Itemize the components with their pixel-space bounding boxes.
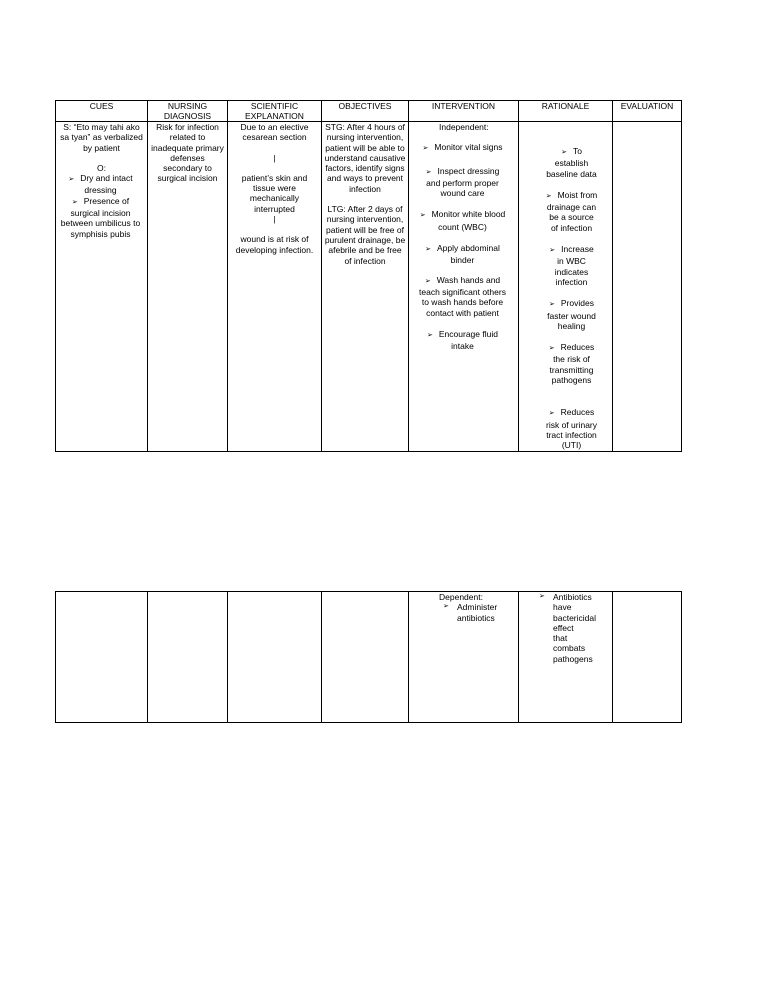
arrow-bullet-icon: ➢: [424, 277, 431, 285]
list-item: ➢ Inspect dressing and perform proper wound care: [425, 165, 500, 199]
arrow-bullet-icon: ➢: [548, 410, 555, 418]
long-term-goal: LTG: After 2 days of nursing intervention, patient will be free of purulent drainage, be afebrile and be free of infection: [324, 204, 406, 266]
arrow-bullet-icon: ➢: [425, 168, 432, 176]
explanation-text: patient’s skin and tissue were mechanically interrupted: [241, 172, 308, 214]
list-item: ➢ Provides faster wound healing: [547, 298, 596, 331]
arrow-bullet-icon: ➢: [425, 246, 431, 254]
explanation-cell: [228, 122, 322, 452]
arrow-bullet-icon: ➢: [427, 331, 433, 339]
list-item: ➢ Reduces the risk of transmitting pathogens: [548, 342, 595, 386]
list-item: ➢ Wash hands and teach significant others to wash hands before contact with patient: [419, 274, 506, 318]
evaluation-cell: [613, 122, 682, 452]
arrow-bullet-icon: ➢: [71, 198, 78, 206]
header-rationale: RATIONALE: [519, 101, 613, 122]
objectives-cell: [322, 122, 409, 452]
header-scientific-explanation: SCIENTIFIC EXPLANATION: [228, 101, 322, 122]
arrow-bullet-icon: ➢: [443, 603, 449, 611]
header-nursing-diagnosis: NURSING DIAGNOSIS: [148, 101, 228, 122]
rationale-cell: [519, 122, 613, 452]
cues-cell: [56, 592, 148, 723]
list-item: ➢ Administer antibiotics: [443, 602, 498, 623]
arrow-bullet-icon: ➢: [422, 145, 429, 153]
subjective-cue: S: “Eto may tahi ako sa tyan” as verbalized by patient: [60, 122, 143, 153]
care-plan-table-continued: [55, 591, 682, 723]
care-plan-table: [55, 100, 682, 452]
intervention-label: Dependent:: [439, 592, 483, 602]
arrow-bullet-icon: ➢: [548, 345, 555, 353]
evaluation-cell: [613, 592, 682, 723]
list-item: ➢ Monitor vital signs: [422, 142, 503, 153]
intervention-cell: [409, 592, 519, 723]
rationale-cell: [519, 592, 613, 723]
arrow-bullet-icon: ➢: [549, 301, 555, 309]
objective-label: O:: [97, 162, 106, 173]
list-item: ➢ Monitor white blood count (WBC): [419, 209, 506, 232]
arrow-bullet-icon: ➢: [561, 149, 567, 156]
diagnosis-cell: [148, 122, 228, 452]
arrow-bullet-icon: ➢: [545, 192, 552, 200]
short-term-goal: STG: After 4 hours of nursing intervention, patient will be able to understand causative factors, identify signs and ways to prevent infection: [324, 122, 406, 194]
nursing-diagnosis: Risk for infection related to inadequate primary defenses secondary to surgical incision: [151, 122, 224, 184]
header-intervention: INTERVENTION: [409, 101, 519, 122]
flow-separator: |: [273, 152, 276, 163]
objectives-cell: [322, 592, 409, 723]
list-item: ➢ Apply abdominal binder: [425, 243, 500, 266]
header-evaluation: EVALUATION: [613, 101, 682, 122]
diagnosis-cell: [148, 592, 228, 723]
header-objectives: OBJECTIVES: [322, 101, 409, 122]
intervention-cell: [409, 122, 519, 452]
arrow-bullet-icon: ➢: [549, 247, 556, 255]
arrow-bullet-icon: ➢: [419, 212, 426, 220]
arrow-bullet-icon: ➢: [68, 176, 75, 184]
arrow-bullet-icon: ➢: [539, 593, 545, 600]
explanation-text: Due to an elective cesarean section: [240, 122, 309, 143]
list-item: ➢ Presence of surgical incision between umbilicus to symphisis pubis: [60, 195, 141, 239]
explanation-text: wound is at risk of developing infection.: [235, 234, 314, 255]
list-item: ➢ Encourage fluid intake: [427, 328, 498, 352]
intervention-label: Independent:: [439, 122, 489, 132]
table-row: [56, 122, 682, 452]
table-row: [56, 592, 682, 723]
header-row: [56, 101, 682, 122]
list-item: ➢ To establish baseline data: [546, 146, 597, 179]
list-item: ➢ Dry and intact dressing: [68, 173, 133, 196]
header-cues: CUES: [56, 101, 148, 122]
flow-separator: |: [273, 214, 276, 225]
list-item: ➢ Reduces risk of urinary tract infection (UTI): [545, 407, 597, 451]
list-item: ➢ Increase in WBC indicates infection: [549, 244, 594, 287]
explanation-cell: [228, 592, 322, 723]
list-item: ➢ Moist from drainage can be a source of infection: [545, 189, 598, 233]
cues-cell: [56, 122, 148, 452]
list-item: ➢ Antibiotics have bactericidal effect that combats pathogens: [539, 592, 596, 664]
